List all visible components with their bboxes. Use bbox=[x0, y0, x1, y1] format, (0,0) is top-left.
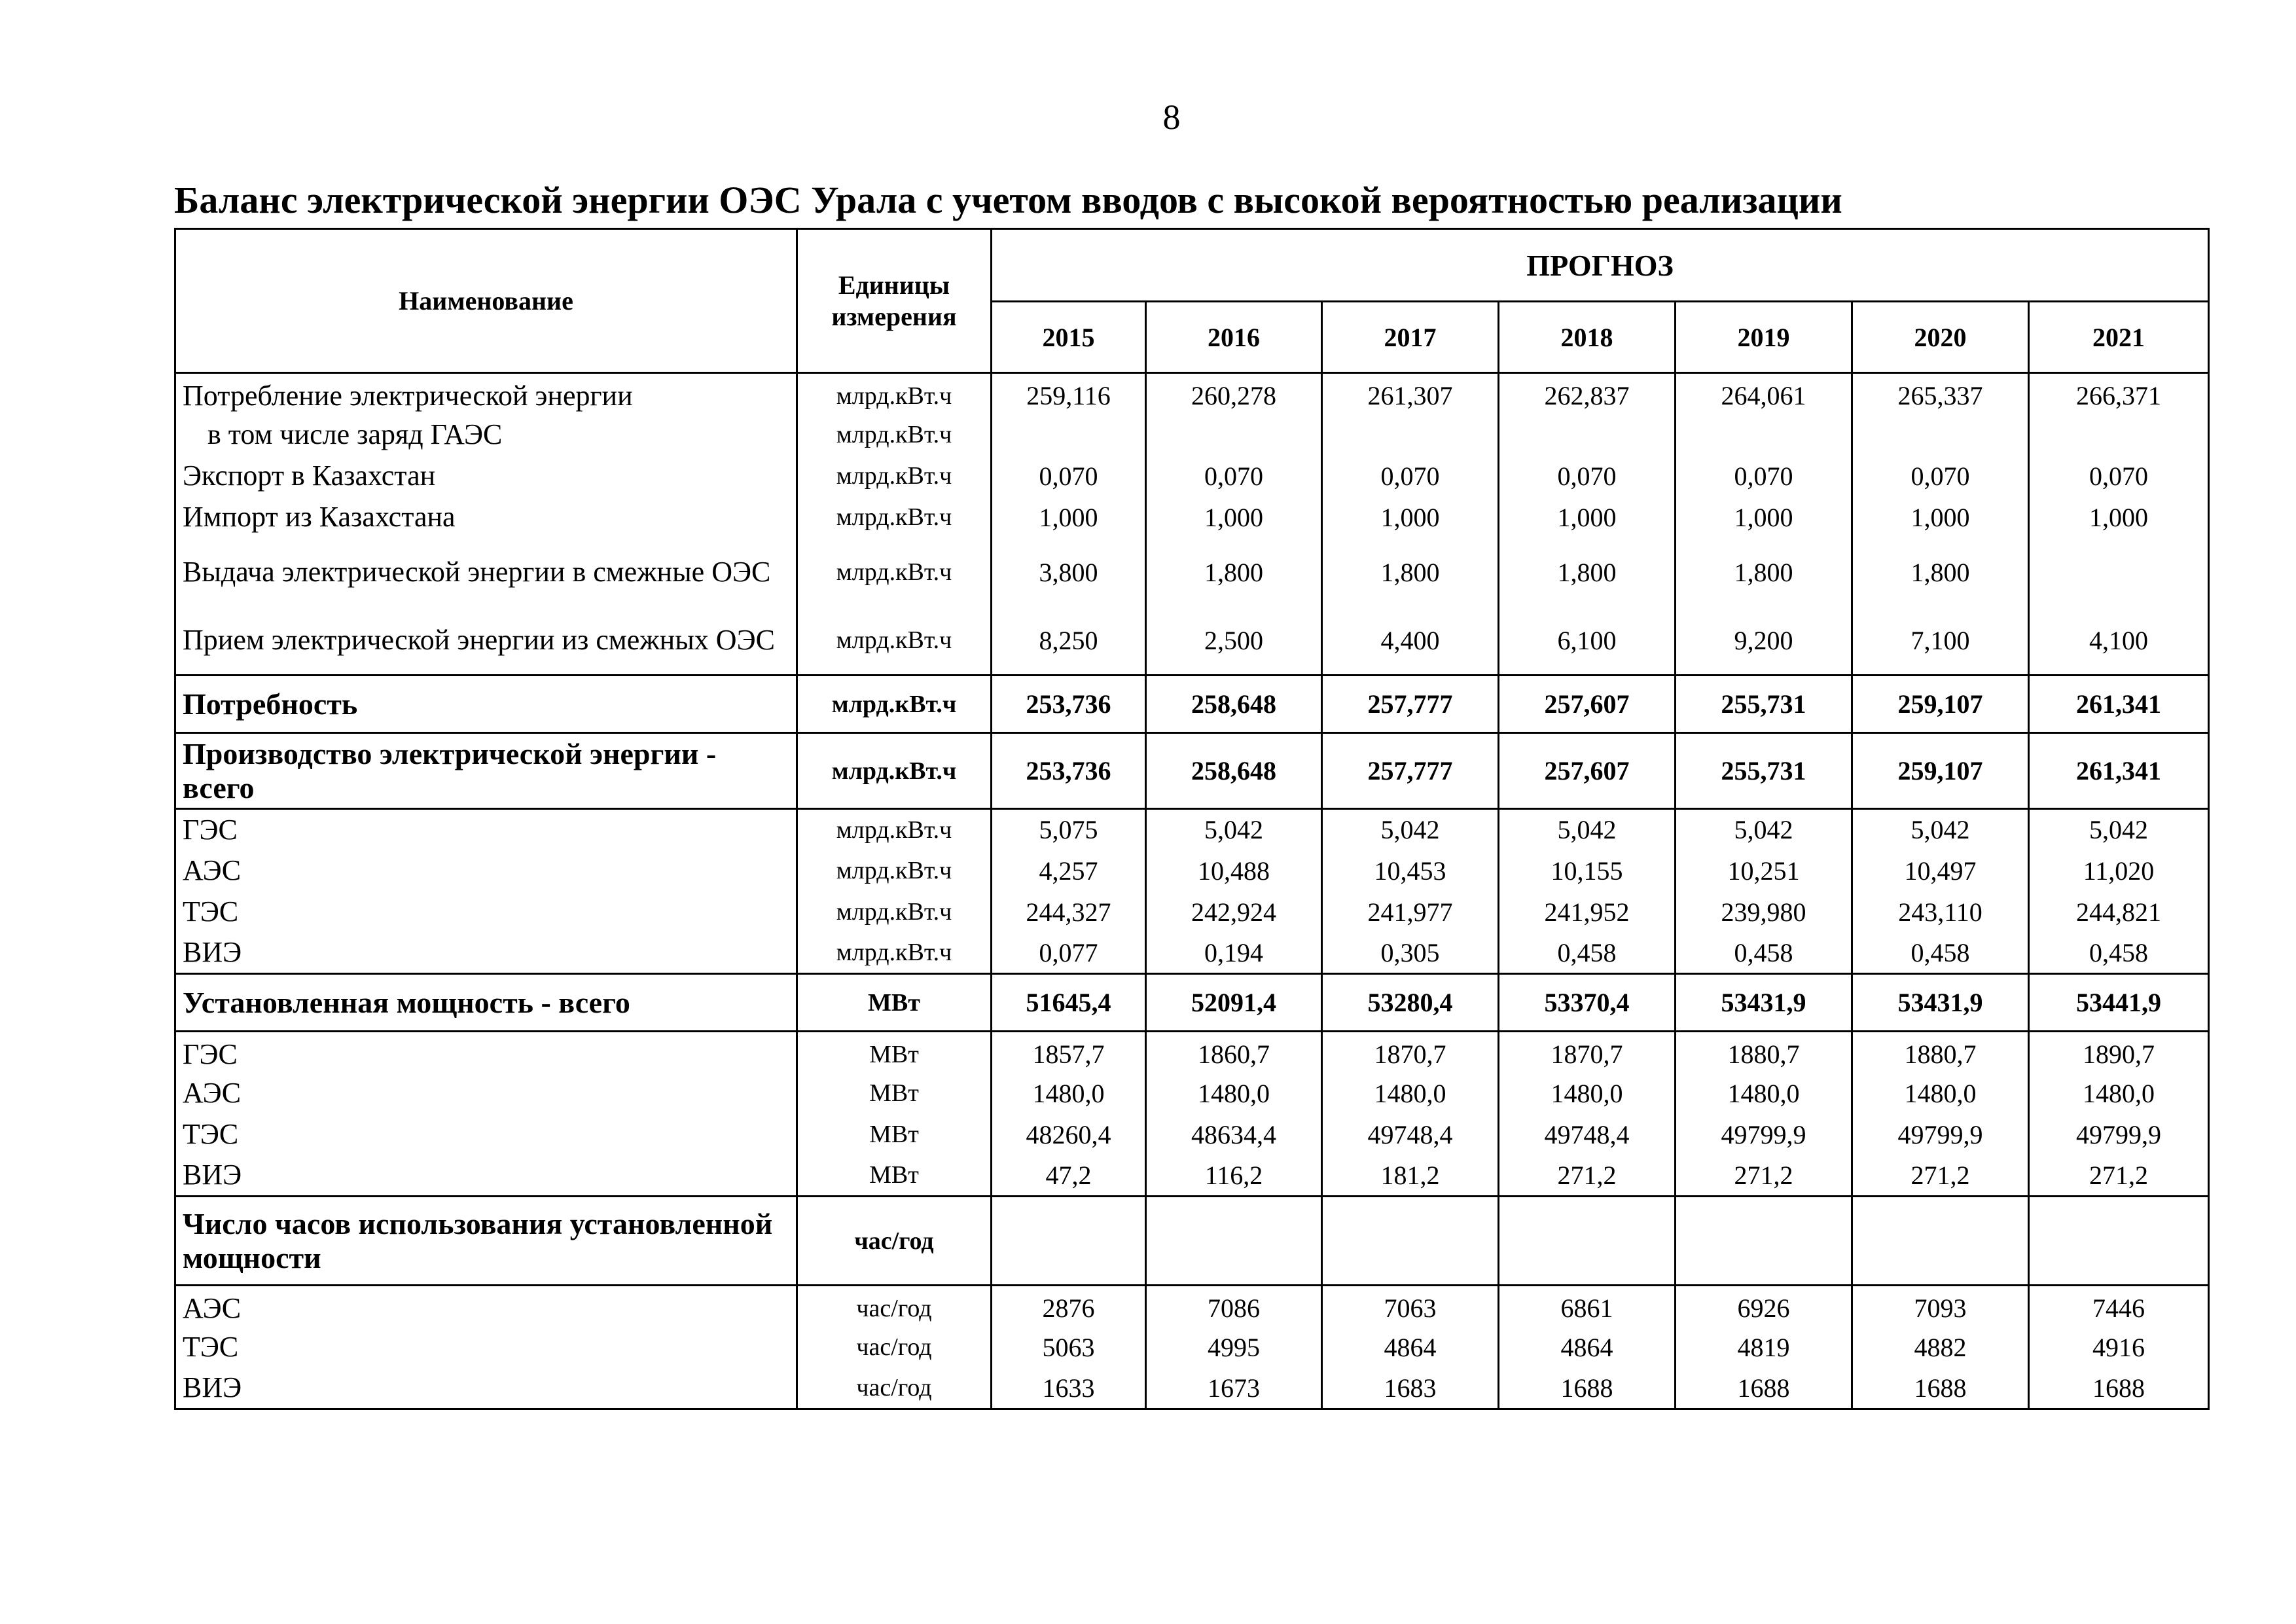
row-value: 53441,9 bbox=[2029, 974, 2209, 1032]
table-row bbox=[175, 850, 2209, 892]
header-year: 2020 bbox=[1852, 302, 2029, 373]
row-value: 261,341 bbox=[2029, 733, 2209, 809]
row-value: 5,042 bbox=[1146, 809, 1322, 850]
row-value: 259,107 bbox=[1852, 733, 2029, 809]
row-value: 0,458 bbox=[1676, 933, 1852, 974]
row-value: 4864 bbox=[1499, 1327, 1676, 1368]
row-value bbox=[2029, 414, 2209, 456]
row-value: 53280,4 bbox=[1322, 974, 1499, 1032]
row-value: 49799,9 bbox=[1676, 1114, 1852, 1155]
row-value: 5,042 bbox=[1852, 809, 2029, 850]
row-name: ВИЭ bbox=[175, 1368, 797, 1409]
row-value: 7446 bbox=[2029, 1286, 2209, 1327]
header-year: 2016 bbox=[1146, 302, 1322, 373]
row-unit: час/год bbox=[797, 1368, 992, 1409]
row-value: 1,000 bbox=[992, 497, 1146, 538]
row-name: Установленная мощность - всего bbox=[175, 974, 797, 1032]
row-value: 266,371 bbox=[2029, 373, 2209, 414]
row-value: 257,777 bbox=[1322, 733, 1499, 809]
row-value: 5,042 bbox=[1322, 809, 1499, 850]
row-value: 6,100 bbox=[1499, 607, 1676, 676]
row-value: 4,257 bbox=[992, 850, 1146, 892]
row-value: 1,800 bbox=[1322, 538, 1499, 607]
row-name: АЭС bbox=[175, 1286, 797, 1327]
row-value: 262,837 bbox=[1499, 373, 1676, 414]
row-value: 1480,0 bbox=[1322, 1073, 1499, 1114]
row-value: 4882 bbox=[1852, 1327, 2029, 1368]
row-value: 1,800 bbox=[1146, 538, 1322, 607]
row-value: 10,488 bbox=[1146, 850, 1322, 892]
row-value: 52091,4 bbox=[1146, 974, 1322, 1032]
row-name: Потребление электрической энергии bbox=[175, 373, 797, 414]
row-value: 258,648 bbox=[1146, 733, 1322, 809]
row-value: 1,000 bbox=[1146, 497, 1322, 538]
row-value: 10,497 bbox=[1852, 850, 2029, 892]
table-row bbox=[175, 676, 2209, 733]
row-value: 5,042 bbox=[1676, 809, 1852, 850]
table-row bbox=[175, 1114, 2209, 1155]
row-value: 265,337 bbox=[1852, 373, 2029, 414]
row-value: 243,110 bbox=[1852, 892, 2029, 933]
row-value: 4995 bbox=[1146, 1327, 1322, 1368]
row-unit: час/год bbox=[797, 1286, 992, 1327]
table-row bbox=[175, 974, 2209, 1032]
row-value bbox=[2029, 1197, 2209, 1286]
row-value: 11,020 bbox=[2029, 850, 2209, 892]
row-value: 53431,9 bbox=[1676, 974, 1852, 1032]
row-value: 255,731 bbox=[1676, 676, 1852, 733]
row-value: 1633 bbox=[992, 1368, 1146, 1409]
row-value: 5,042 bbox=[1499, 809, 1676, 850]
row-value: 4916 bbox=[2029, 1327, 2209, 1368]
row-value: 1480,0 bbox=[1146, 1073, 1322, 1114]
row-value: 2,500 bbox=[1146, 607, 1322, 676]
row-value: 1480,0 bbox=[1676, 1073, 1852, 1114]
row-value: 1,800 bbox=[1852, 538, 2029, 607]
row-value: 244,327 bbox=[992, 892, 1146, 933]
row-value: 4,100 bbox=[2029, 607, 2209, 676]
row-value: 6926 bbox=[1676, 1286, 1852, 1327]
row-value: 7093 bbox=[1852, 1286, 2029, 1327]
row-value bbox=[1852, 1197, 2029, 1286]
row-value: 242,924 bbox=[1146, 892, 1322, 933]
table-row bbox=[175, 1197, 2209, 1286]
table-row bbox=[175, 1073, 2209, 1114]
row-value: 53370,4 bbox=[1499, 974, 1676, 1032]
header-unit bbox=[797, 229, 992, 373]
row-value: 1890,7 bbox=[2029, 1032, 2209, 1073]
row-value: 53431,9 bbox=[1852, 974, 2029, 1032]
table-row bbox=[175, 414, 2209, 456]
row-value: 253,736 bbox=[992, 676, 1146, 733]
row-unit: млрд.кВт.ч bbox=[797, 676, 992, 733]
header-year: 2019 bbox=[1676, 302, 1852, 373]
row-name: ВИЭ bbox=[175, 1155, 797, 1197]
row-value bbox=[992, 1197, 1146, 1286]
row-unit: млрд.кВт.ч bbox=[797, 538, 992, 607]
table-row bbox=[175, 373, 2209, 414]
row-value: 257,607 bbox=[1499, 733, 1676, 809]
row-unit: млрд.кВт.ч bbox=[797, 414, 992, 456]
row-name: ТЭС bbox=[175, 1114, 797, 1155]
row-value: 261,307 bbox=[1322, 373, 1499, 414]
row-unit: млрд.кВт.ч bbox=[797, 892, 992, 933]
row-value: 1480,0 bbox=[1499, 1073, 1676, 1114]
row-name: ГЭС bbox=[175, 1032, 797, 1073]
header-year: 2021 bbox=[2029, 302, 2209, 373]
row-value: 264,061 bbox=[1676, 373, 1852, 414]
row-value bbox=[1322, 414, 1499, 456]
row-value: 1688 bbox=[1499, 1368, 1676, 1409]
row-value: 48260,4 bbox=[992, 1114, 1146, 1155]
row-name: Экспорт в Казахстан bbox=[175, 456, 797, 497]
row-value: 244,821 bbox=[2029, 892, 2209, 933]
row-value: 1,000 bbox=[1852, 497, 2029, 538]
row-value: 0,070 bbox=[1852, 456, 2029, 497]
row-name: Выдача электрической энергии в смежные ОЭС bbox=[175, 538, 797, 607]
table-row bbox=[175, 456, 2209, 497]
row-value: 1673 bbox=[1146, 1368, 1322, 1409]
row-value: 7,100 bbox=[1852, 607, 2029, 676]
row-value bbox=[1676, 414, 1852, 456]
row-value: 49799,9 bbox=[2029, 1114, 2209, 1155]
row-value: 4819 bbox=[1676, 1327, 1852, 1368]
row-name: АЭС bbox=[175, 850, 797, 892]
header-year: 2018 bbox=[1499, 302, 1676, 373]
row-value: 1,000 bbox=[1499, 497, 1676, 538]
row-value: 7063 bbox=[1322, 1286, 1499, 1327]
row-value: 48634,4 bbox=[1146, 1114, 1322, 1155]
row-value: 1,800 bbox=[1676, 538, 1852, 607]
row-name: Импорт из Казахстана bbox=[175, 497, 797, 538]
header-year: 2015 bbox=[992, 302, 1146, 373]
row-value: 0,458 bbox=[1852, 933, 2029, 974]
row-value: 9,200 bbox=[1676, 607, 1852, 676]
row-value: 253,736 bbox=[992, 733, 1146, 809]
row-unit: МВт bbox=[797, 1114, 992, 1155]
row-value: 271,2 bbox=[2029, 1155, 2209, 1197]
row-value: 239,980 bbox=[1676, 892, 1852, 933]
row-value: 10,251 bbox=[1676, 850, 1852, 892]
row-name: в том числе заряд ГАЭС bbox=[175, 414, 797, 456]
row-value: 116,2 bbox=[1146, 1155, 1322, 1197]
row-value: 0,070 bbox=[2029, 456, 2209, 497]
row-value: 260,278 bbox=[1146, 373, 1322, 414]
row-value: 0,070 bbox=[1676, 456, 1852, 497]
row-value: 258,648 bbox=[1146, 676, 1322, 733]
row-value: 51645,4 bbox=[992, 974, 1146, 1032]
row-value bbox=[1146, 414, 1322, 456]
row-value: 1857,7 bbox=[992, 1032, 1146, 1073]
header-row-top bbox=[175, 229, 2209, 302]
row-unit: млрд.кВт.ч bbox=[797, 933, 992, 974]
table-row bbox=[175, 538, 2209, 607]
table-body bbox=[175, 373, 2209, 1409]
table-row bbox=[175, 933, 2209, 974]
row-unit: час/год bbox=[797, 1327, 992, 1368]
row-value: 1,000 bbox=[1676, 497, 1852, 538]
row-value: 259,116 bbox=[992, 373, 1146, 414]
row-unit: млрд.кВт.ч bbox=[797, 850, 992, 892]
row-name: Потребность bbox=[175, 676, 797, 733]
row-value: 261,341 bbox=[2029, 676, 2209, 733]
header-name: Наименование bbox=[175, 229, 797, 373]
row-name: ТЭС bbox=[175, 1327, 797, 1368]
row-value: 49748,4 bbox=[1499, 1114, 1676, 1155]
row-unit: МВт bbox=[797, 1032, 992, 1073]
row-unit: млрд.кВт.ч bbox=[797, 809, 992, 850]
row-unit: млрд.кВт.ч bbox=[797, 373, 992, 414]
row-value: 241,977 bbox=[1322, 892, 1499, 933]
header-forecast: ПРОГНОЗ bbox=[992, 229, 2209, 302]
row-value: 4,400 bbox=[1322, 607, 1499, 676]
row-value bbox=[1322, 1197, 1499, 1286]
row-value: 255,731 bbox=[1676, 733, 1852, 809]
row-name: Производство электрической энергии - всего bbox=[175, 733, 797, 809]
row-value: 10,453 bbox=[1322, 850, 1499, 892]
row-value: 241,952 bbox=[1499, 892, 1676, 933]
table-row bbox=[175, 1327, 2209, 1368]
row-unit: млрд.кВт.ч bbox=[797, 497, 992, 538]
row-value: 47,2 bbox=[992, 1155, 1146, 1197]
row-value: 271,2 bbox=[1499, 1155, 1676, 1197]
row-value: 257,777 bbox=[1322, 676, 1499, 733]
row-name: АЭС bbox=[175, 1073, 797, 1114]
row-unit: МВт bbox=[797, 1155, 992, 1197]
row-value: 0,077 bbox=[992, 933, 1146, 974]
row-value bbox=[1146, 1197, 1322, 1286]
row-name: ВИЭ bbox=[175, 933, 797, 974]
table-row bbox=[175, 809, 2209, 850]
row-value: 0,194 bbox=[1146, 933, 1322, 974]
row-value bbox=[1852, 414, 2029, 456]
table-row bbox=[175, 607, 2209, 676]
row-value: 0,458 bbox=[2029, 933, 2209, 974]
row-value: 1683 bbox=[1322, 1368, 1499, 1409]
row-name: ГЭС bbox=[175, 809, 797, 850]
row-value: 1,000 bbox=[1322, 497, 1499, 538]
row-value: 0,070 bbox=[1146, 456, 1322, 497]
row-value bbox=[2029, 538, 2209, 607]
energy-balance-table bbox=[174, 228, 2210, 1410]
table-row bbox=[175, 892, 2209, 933]
row-value: 1,800 bbox=[1499, 538, 1676, 607]
table-row bbox=[175, 733, 2209, 809]
row-value: 1480,0 bbox=[1852, 1073, 2029, 1114]
row-value: 1880,7 bbox=[1676, 1032, 1852, 1073]
row-value: 49799,9 bbox=[1852, 1114, 2029, 1155]
row-value: 1480,0 bbox=[2029, 1073, 2209, 1114]
table-row bbox=[175, 497, 2209, 538]
row-value: 0,070 bbox=[1499, 456, 1676, 497]
row-value: 7086 bbox=[1146, 1286, 1322, 1327]
row-value: 0,070 bbox=[1322, 456, 1499, 497]
row-value: 181,2 bbox=[1322, 1155, 1499, 1197]
row-value: 1480,0 bbox=[992, 1073, 1146, 1114]
row-name: Число часов использования установленной мощности bbox=[175, 1197, 797, 1286]
row-value: 0,070 bbox=[992, 456, 1146, 497]
row-value: 5,042 bbox=[2029, 809, 2209, 850]
row-value: 1860,7 bbox=[1146, 1032, 1322, 1073]
row-value bbox=[992, 414, 1146, 456]
row-value: 271,2 bbox=[1852, 1155, 2029, 1197]
table-row bbox=[175, 1032, 2209, 1073]
header-unit-line1: Единицы bbox=[838, 270, 950, 300]
row-unit: млрд.кВт.ч bbox=[797, 733, 992, 809]
row-value: 1,000 bbox=[2029, 497, 2209, 538]
row-unit: МВт bbox=[797, 974, 992, 1032]
row-value: 5,075 bbox=[992, 809, 1146, 850]
row-value: 10,155 bbox=[1499, 850, 1676, 892]
row-value: 5063 bbox=[992, 1327, 1146, 1368]
row-value: 1688 bbox=[1852, 1368, 2029, 1409]
row-value: 1880,7 bbox=[1852, 1032, 2029, 1073]
row-name: ТЭС bbox=[175, 892, 797, 933]
row-unit: млрд.кВт.ч bbox=[797, 607, 992, 676]
table-row bbox=[175, 1368, 2209, 1409]
row-value bbox=[1499, 414, 1676, 456]
row-value: 8,250 bbox=[992, 607, 1146, 676]
table-row bbox=[175, 1286, 2209, 1327]
row-value: 1870,7 bbox=[1322, 1032, 1499, 1073]
row-unit: час/год bbox=[797, 1197, 992, 1286]
row-unit: млрд.кВт.ч bbox=[797, 456, 992, 497]
page-number: 8 bbox=[1162, 98, 1181, 137]
row-value: 1688 bbox=[1676, 1368, 1852, 1409]
row-name: Прием электрической энергии из смежных ОЭС bbox=[175, 607, 797, 676]
row-value: 0,305 bbox=[1322, 933, 1499, 974]
row-value: 1688 bbox=[2029, 1368, 2209, 1409]
row-value bbox=[1499, 1197, 1676, 1286]
header-unit-line2: измерения bbox=[831, 301, 957, 331]
row-value: 49748,4 bbox=[1322, 1114, 1499, 1155]
row-value: 271,2 bbox=[1676, 1155, 1852, 1197]
row-value: 0,458 bbox=[1499, 933, 1676, 974]
document-title: Баланс электрической энергии ОЭС Урала с учетом вводов с высокой вероятностью реализации bbox=[174, 179, 1842, 221]
row-unit: МВт bbox=[797, 1073, 992, 1114]
row-value: 1870,7 bbox=[1499, 1032, 1676, 1073]
row-value: 2876 bbox=[992, 1286, 1146, 1327]
row-value: 4864 bbox=[1322, 1327, 1499, 1368]
row-value: 259,107 bbox=[1852, 676, 2029, 733]
row-value: 6861 bbox=[1499, 1286, 1676, 1327]
row-value: 3,800 bbox=[992, 538, 1146, 607]
table-row bbox=[175, 1155, 2209, 1197]
header-year: 2017 bbox=[1322, 302, 1499, 373]
row-value: 257,607 bbox=[1499, 676, 1676, 733]
row-value bbox=[1676, 1197, 1852, 1286]
